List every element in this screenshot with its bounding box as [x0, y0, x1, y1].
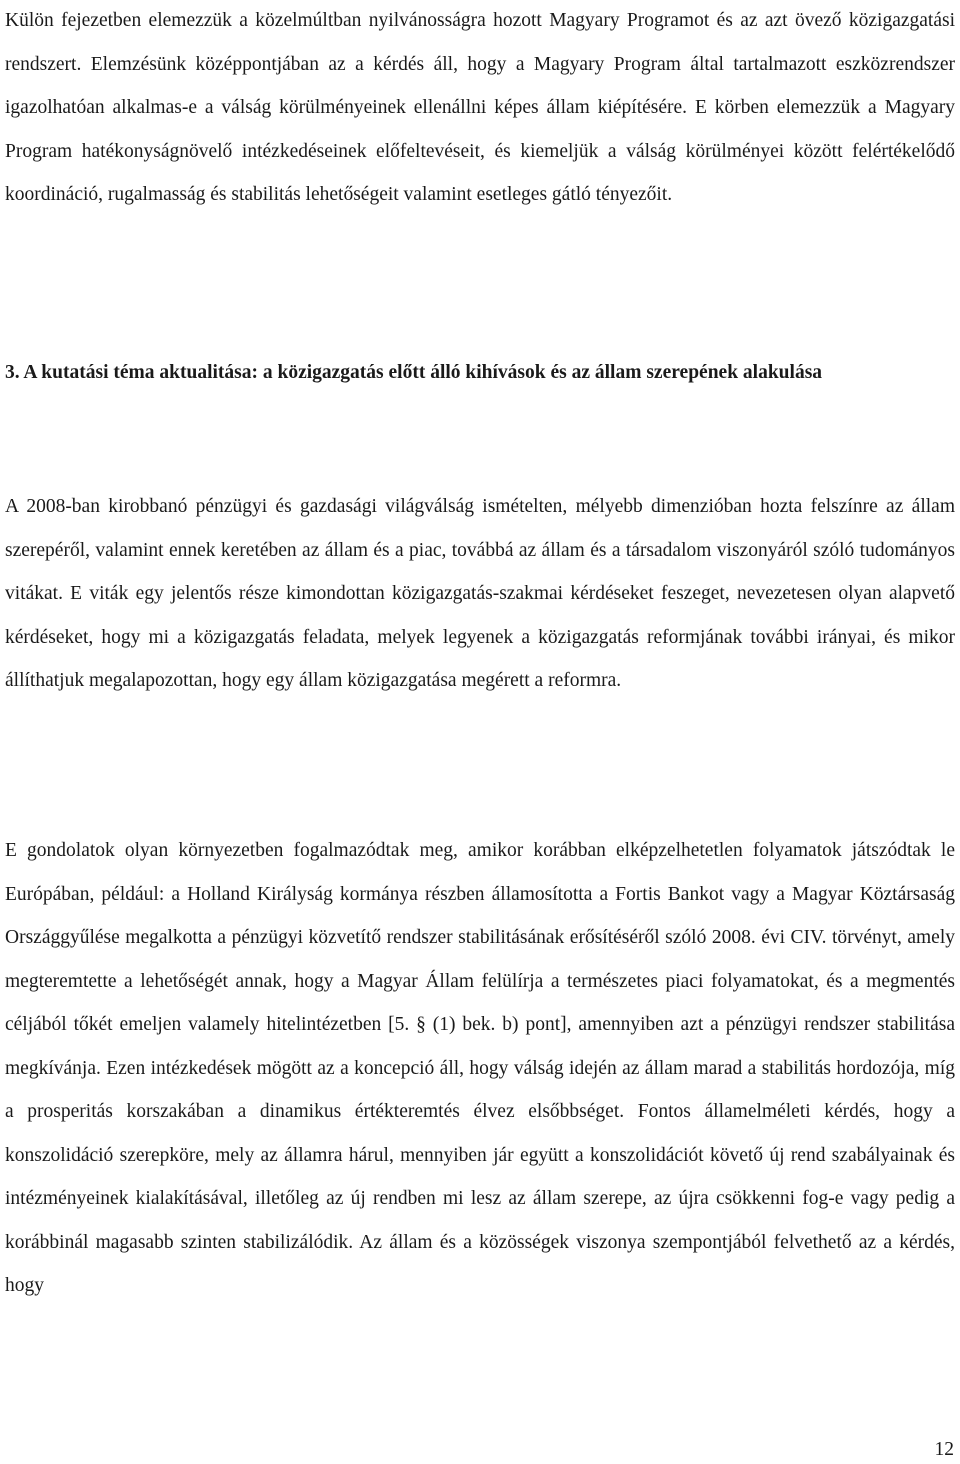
- paragraph-magyary-program: Külön fejezetben elemezzük a közelmúltban nyilvánosságra hozott Magyary Programot és az azt övező közigazgatási rendszert. Elemzésünk középpontjában az a kérdés áll, hogy a Magyary Program által tartalmazott eszközrendszer igazolhatóan alkalmas-e a válság körülményeinek ellenállni képes állam kiépítésére. E körben elemezzük a Magyary Program hatékonyságnövelő intézkedéseinek előfeltevéseit, és kiemeljük a válság körülményei között felértékelődő koordináció, rugalmasság és stabilitás lehetőségeit valamint esetleges gátló tényezőit.: [5, 10, 955, 205]
- paragraph-state-role: E gondolatok olyan környezetben fogalmazódtak meg, amikor korábban elképzelhetetlen folyamatok játszódtak le Európában, például: a Holland Királyság kormánya részben államosította a Fortis Bankot vagy a Magyar Köztársaság Országgyűlése megalkotta a pénzügyi közvetítő rendszer stabilitásának erősítéséről szóló 2008. évi CIV. törvényt, amely megteremtette a lehetőségét annak, hogy a Magyar Állam felülírja a természetes piaci folyamatokat, és a megmentés céljából tőkét emeljen valamely hitelintézetben [5. § (1) bek. b) pont], amennyiben azt a pénzügyi rendszer stabilitása megkívánja. Ezen intézkedések mögött az a koncepció áll, hogy válság idején az állam marad a stabilitás hordozója, míg a prosperitás korszakában a dinamikus értékteremtés élvez elsőbbséget. Fontos államelméleti kérdés, hogy a konszolidáció szerepköre, mely az államra hárul, mennyiben jár együtt a konszolidációt követő új rend szabályainak és intézményeinek kialakításával, illetőleg az új rendben mi lesz az állam szerepe, az újra csökkenni fog-e vagy pedig a korábbinál magasabb szinten stabilizálódik. Az állam és a közösségek viszonya szempontjából felvethető az a kérdés, hogy: [5, 840, 955, 1296]
- page-number: 12: [934, 1439, 954, 1460]
- section-heading: 3. A kutatási téma aktualitása: a közigazgatás előtt álló kihívások és az állam szerepének alakulása: [5, 362, 823, 383]
- paragraph-crisis: A 2008-ban kirobbanó pénzügyi és gazdasági világválság ismételten, mélyebb dimenzióban hozta felszínre az állam szerepéről, valamint ennek keretében az állam és a piac, továbbá az állam és a társadalom viszonyáról szóló tudományos vitákat. E viták egy jelentős része kimondottan közigazgatás-szakmai kérdéseket feszeget, nevezetesen olyan alapvető kérdéseket, hogy mi a közigazgatás feladata, melyek legyenek a közigazgatás reformjának további irányai, és mikor állíthatjuk megalapozottan, hogy egy állam közigazgatása megérett a reformra.: [5, 496, 955, 691]
